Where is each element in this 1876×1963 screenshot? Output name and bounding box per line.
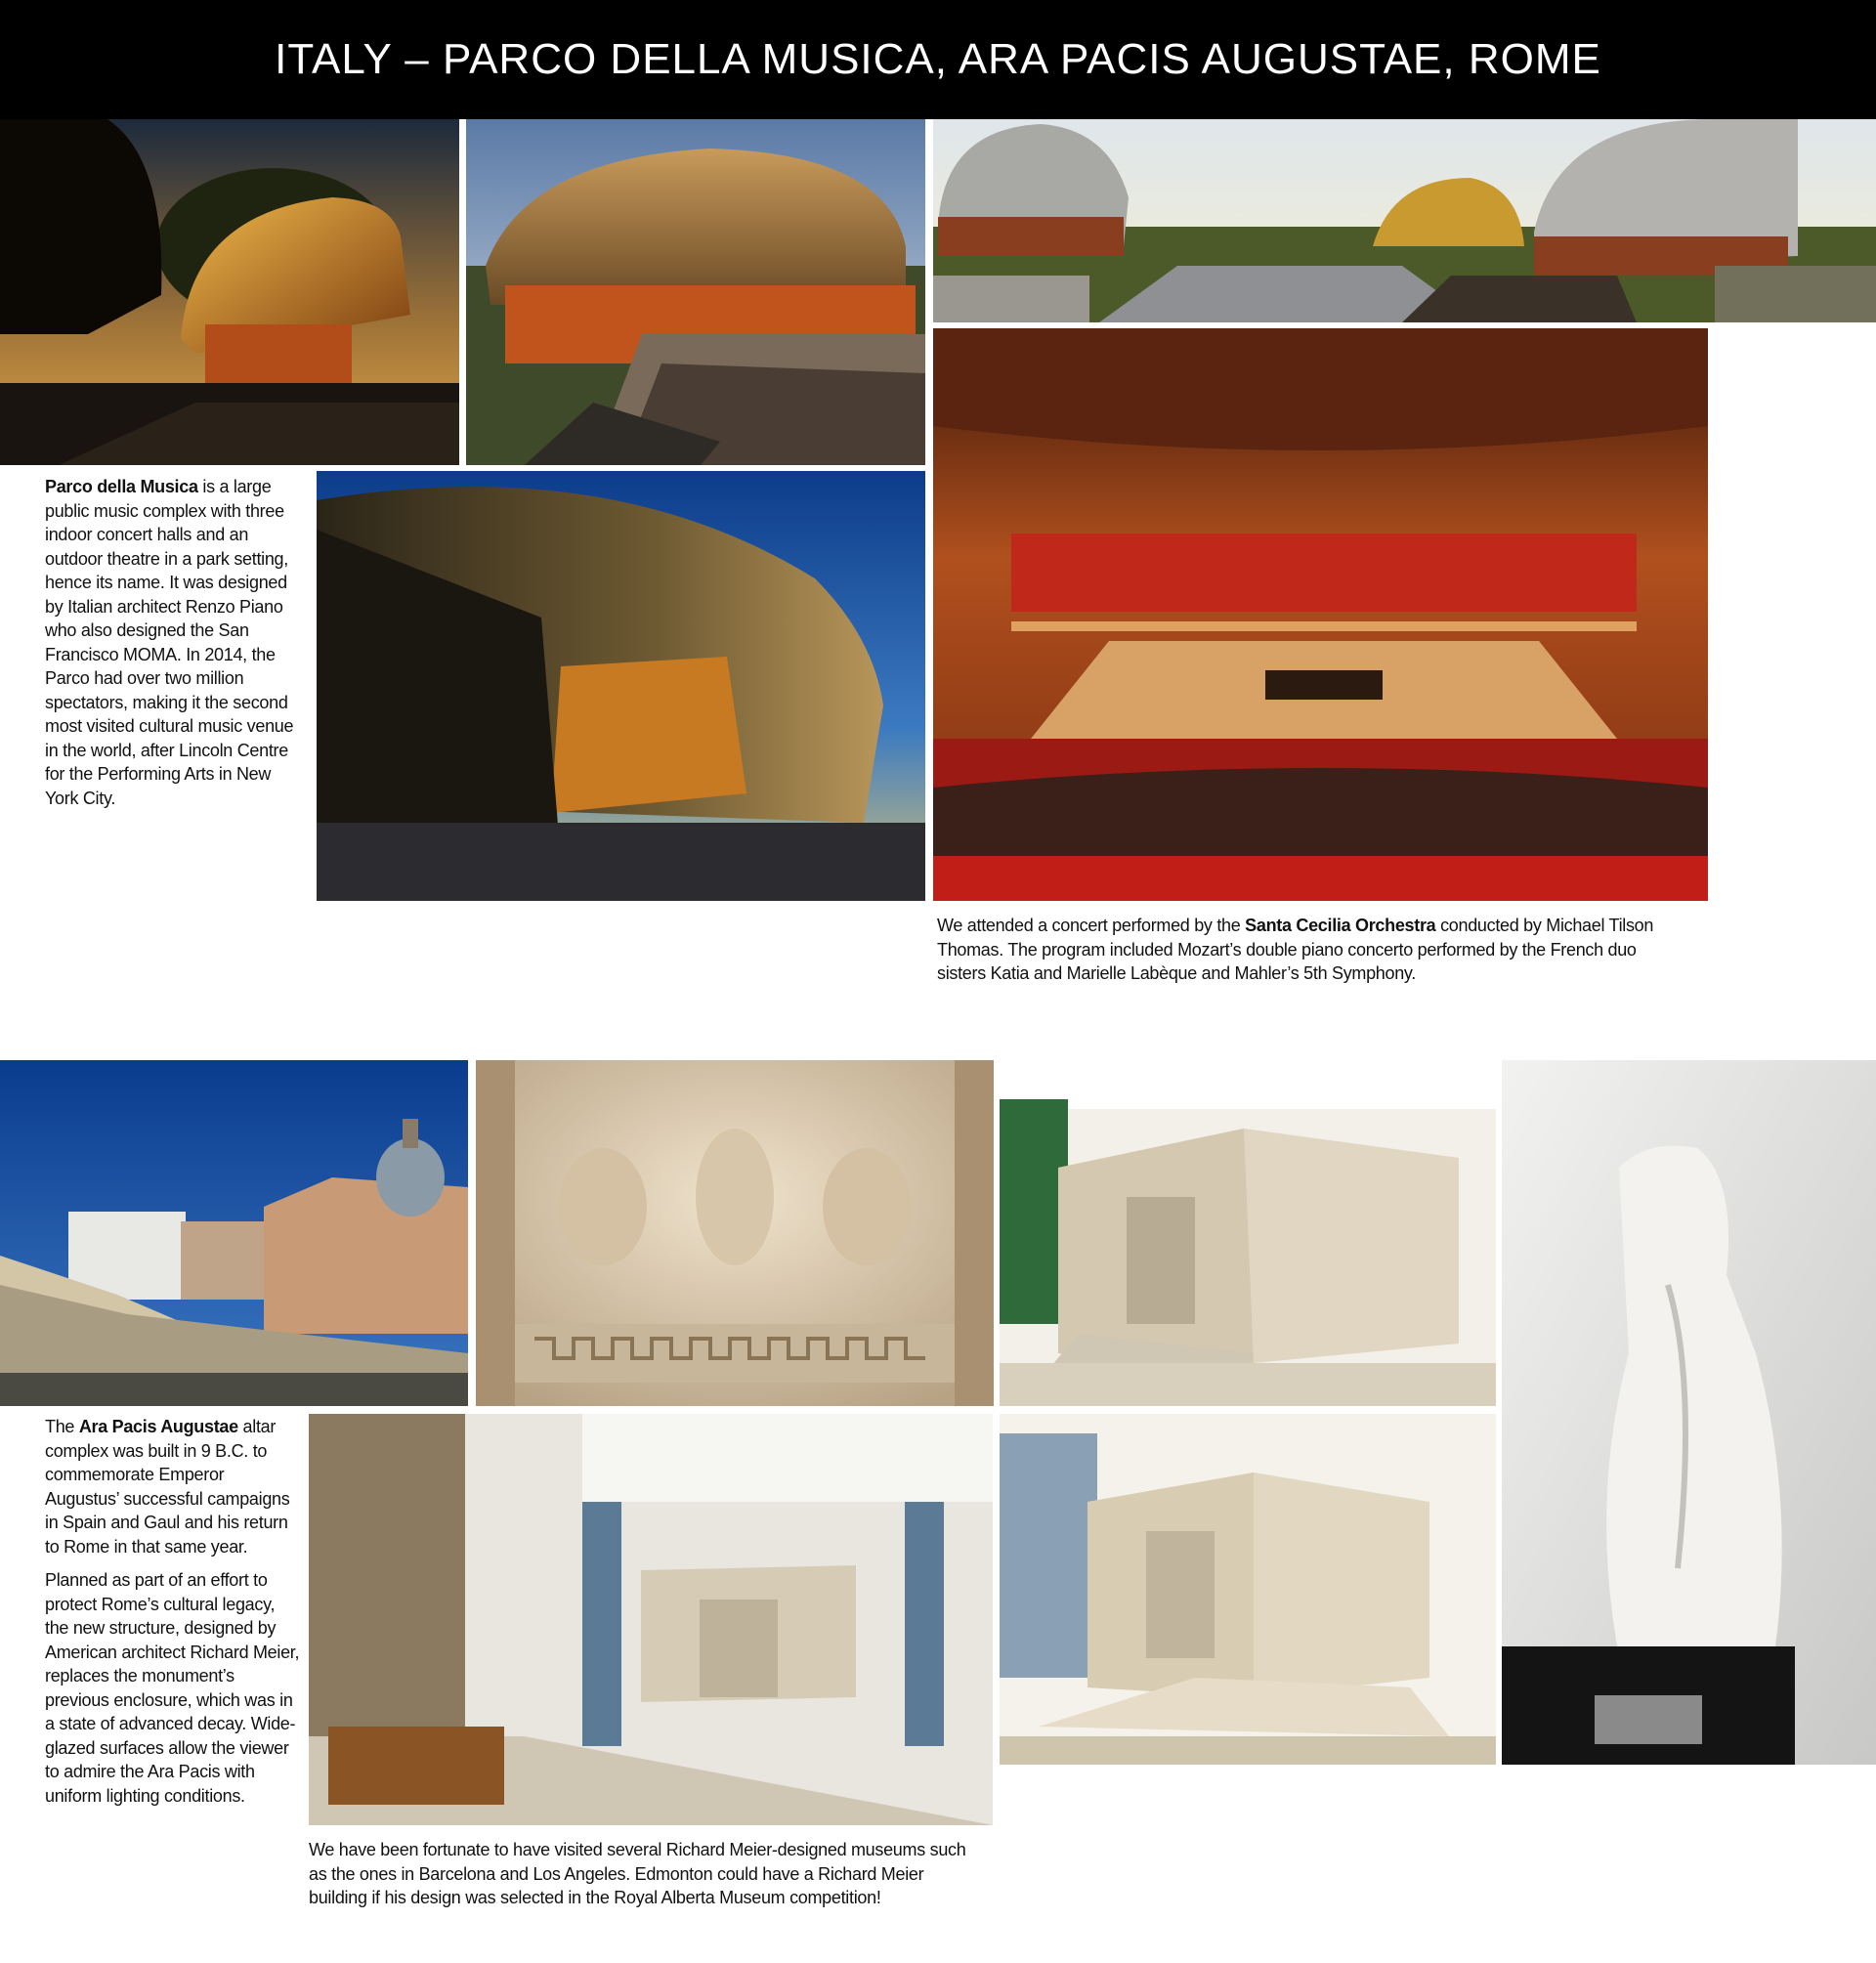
photo-ara-pacis-visitors bbox=[1000, 1414, 1496, 1765]
photo-parco-panorama bbox=[933, 119, 1876, 322]
photo-parco-sunset bbox=[0, 119, 459, 465]
photo-ara-pacis-relief bbox=[476, 1060, 994, 1406]
photo-statue bbox=[1502, 1060, 1876, 1765]
ara-name: Ara Pacis Augustae bbox=[78, 1417, 238, 1436]
meier-body: We have been fortunate to have visited several Richard Meier-designed museums such as the ones in Barcelona and Los Angeles. Edmonton could have a Richard Meier building if his design was selected in the Royal Alberta Museum competition! bbox=[309, 1840, 966, 1907]
orchestra-name: Santa Cecilia Orchestra bbox=[1245, 916, 1436, 935]
parco-body: is a large public music complex with three indoor concert halls and an outdoor theatre in a park setting, hence its name. It was designed by Italian architect Renzo Piano who also designed the San Francisco MOMA. In 2014, the Parco had over two million spectators, making it the second most visited cultural music venue in the world, after Lincoln Centre for the Performing Arts in New York City. bbox=[45, 477, 294, 808]
ara-pacis-description bbox=[45, 1415, 301, 1817]
parco-name: Parco della Musica bbox=[45, 477, 198, 496]
parco-description bbox=[45, 475, 305, 820]
ara-post: altar complex was built in 9 B.C. to commemorate Emperor Augustus’ successful campaigns in Spain and Gaul and his return to Rome in that same year. bbox=[45, 1417, 290, 1557]
photo-museum-hall bbox=[309, 1414, 993, 1825]
photo-parco-cavea bbox=[466, 119, 925, 465]
concert-pre: We attended a concert performed by the bbox=[937, 916, 1246, 935]
ara-para2: Planned as part of an effort to protect Rome’s cultural legacy, the new structure, designed by American architect Richard Meier, replaces the monument’s previous enclosure, which was in a state of advanced decay. Wide-glazed surfaces allow the viewer to admire the Ara Pacis with uniform lighting conditions. bbox=[45, 1570, 300, 1806]
photo-parco-exterior bbox=[317, 471, 925, 901]
meier-description bbox=[309, 1838, 983, 1920]
concert-post: conducted by Michael Tilson Thomas. The program included Mozart’s double piano concerto performed by the French duo sisters Katia and Marielle Labèque and Mahler’s 5th Symphony. bbox=[937, 916, 1654, 983]
page-header bbox=[0, 0, 1876, 119]
photo-concert-hall bbox=[933, 328, 1708, 901]
ara-pre: The bbox=[45, 1417, 79, 1436]
photo-ara-pacis-exterior bbox=[0, 1060, 468, 1406]
photo-ara-pacis-altar bbox=[1000, 1060, 1496, 1406]
page-title: ITALY – PARCO DELLA MUSICA, ARA PACIS AUGUSTAE, ROME bbox=[275, 35, 1601, 83]
concert-description bbox=[937, 914, 1660, 996]
